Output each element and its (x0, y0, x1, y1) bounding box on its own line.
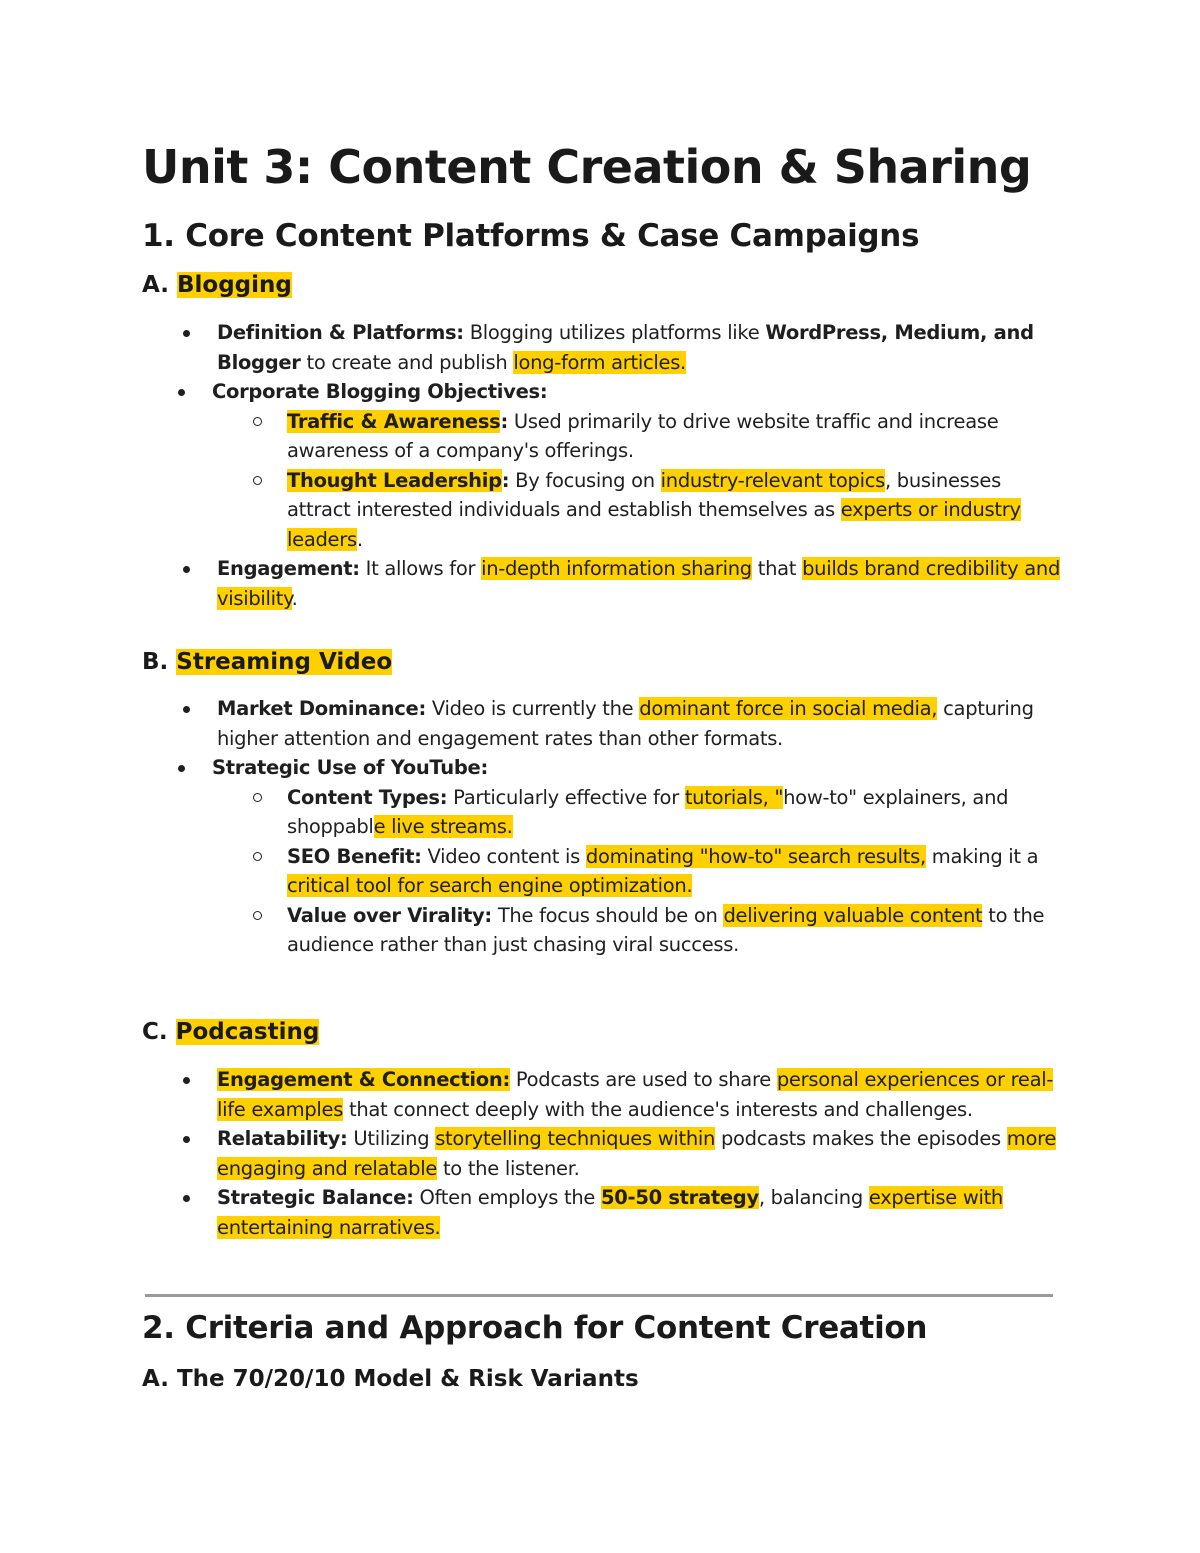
bold-label: Corporate Blogging Objectives: (212, 380, 548, 403)
text: Podcasts are used to share (509, 1068, 777, 1091)
page-title: Unit 3: Content Creation & Sharing (142, 140, 1032, 194)
sub-list-item (287, 901, 1067, 960)
blogging-label: Blogging (176, 272, 292, 298)
highlight: industry-relevant topics (660, 468, 885, 492)
bold-label: Relatability: (217, 1127, 348, 1150)
horizontal-rule (145, 1294, 1053, 1297)
list-item (212, 753, 1067, 960)
text: Often employs the (413, 1186, 601, 1209)
video-label: Streaming Video (176, 649, 393, 675)
sub-list (212, 783, 1067, 960)
podcast-label: Podcasting (175, 1019, 320, 1045)
list-item (217, 1124, 1067, 1183)
highlight: e live streams. (373, 815, 513, 838)
text: capturing higher attention and engagement rates than other formats. (217, 697, 1034, 750)
list-item (217, 1065, 1067, 1124)
blogging-prefix: A. (142, 272, 177, 298)
text: , balancing (758, 1186, 869, 1209)
highlight-label: Thought Leadership (287, 468, 502, 492)
highlight: delivering valuable content (723, 903, 983, 927)
text: to create and publish (300, 350, 514, 374)
bold-text: WordPress, Medium, and Blogger (217, 321, 1034, 374)
highlight: tutorials, " (684, 785, 784, 809)
colon: : (501, 468, 510, 492)
text: . (291, 586, 298, 610)
text: that connect deeply with the audience's interests and challenges. (343, 1097, 973, 1121)
highlight: dominant force in social media, (639, 697, 938, 720)
text: podcasts makes the episodes (715, 1127, 1007, 1150)
text: . (356, 527, 363, 551)
text: making it a (925, 844, 1039, 868)
text: Video is currently the (425, 697, 640, 720)
bold-label: Strategic Balance: (217, 1186, 414, 1209)
bold-label: Content Types: (287, 785, 448, 809)
list-item (212, 377, 1067, 554)
colon: : (500, 409, 508, 433)
text: how-to" explainers, and shoppabl (287, 785, 1009, 838)
text: Video content is (421, 844, 586, 868)
highlight: personal experiences or real-life examples (217, 1068, 1054, 1121)
section-2-subheading: A. The 70/20/10 Model & Risk Variants (142, 1366, 639, 1392)
highlight-bold: 50-50 strategy (601, 1186, 759, 1209)
sub-list (212, 407, 1067, 555)
text: to the listener. (437, 1156, 580, 1180)
highlight: in-depth information sharing (481, 557, 752, 580)
highlight-label: Traffic & Awareness (287, 409, 501, 433)
list-item (217, 554, 1067, 613)
text: Particularly effective for (447, 785, 685, 809)
sub-list-item (287, 783, 1067, 842)
highlight: critical tool for search engine optimization. (287, 874, 693, 897)
list-item (217, 1183, 1067, 1242)
text: The focus should be on (491, 903, 724, 927)
text: Used primarily to drive website traffic and increase awareness of a company's offerings. (287, 409, 999, 462)
bold-label: Strategic Use of YouTube: (212, 756, 488, 779)
bold-label: Value over Virality: (287, 903, 492, 927)
list-item (217, 318, 1067, 377)
podcast-prefix: C. (142, 1019, 176, 1045)
highlight: builds brand credibility and visibility (217, 557, 1061, 610)
sub-list-item (287, 842, 1067, 901)
highlight: experts or industry leaders (287, 498, 1021, 551)
highlight: dominating "how-to" search results, (585, 844, 926, 868)
bold-label: Engagement: (217, 557, 360, 580)
highlight: more engaging and relatable (217, 1127, 1057, 1180)
bold-label: Definition & Platforms: (217, 321, 464, 344)
video-prefix: B. (142, 649, 177, 675)
text: , businesses attract interested individuals and establish themselves as (287, 468, 1001, 521)
section-1-heading: 1. Core Content Platforms & Case Campaigns (142, 218, 920, 254)
text: Utilizing (347, 1127, 436, 1150)
highlight-label: Engagement & Connection: (217, 1068, 510, 1091)
podcast-list (217, 1065, 1067, 1242)
sub-list-item (287, 466, 1067, 555)
blogging-list (212, 318, 1067, 613)
text: It allows for (359, 557, 482, 580)
podcast-heading (142, 1019, 319, 1045)
highlight: storytelling techniques within (435, 1127, 716, 1150)
list-item (217, 694, 1067, 753)
blogging-heading (142, 272, 292, 298)
highlight: long-form articles. (513, 350, 686, 374)
highlight: expertise with entertaining narratives. (217, 1186, 1003, 1239)
video-list (212, 694, 1067, 960)
bold-label: Market Dominance: (217, 697, 426, 720)
text: to the audience rather than just chasing viral success. (287, 903, 1045, 956)
sub-list-item (287, 407, 1067, 466)
text: By focusing on (509, 468, 661, 492)
text: Blogging utilizes platforms like (463, 321, 766, 344)
bold-label: SEO Benefit: (287, 844, 422, 868)
section-2-heading: 2. Criteria and Approach for Content Creation (142, 1310, 928, 1346)
video-heading (142, 649, 392, 675)
text: that (751, 557, 803, 580)
